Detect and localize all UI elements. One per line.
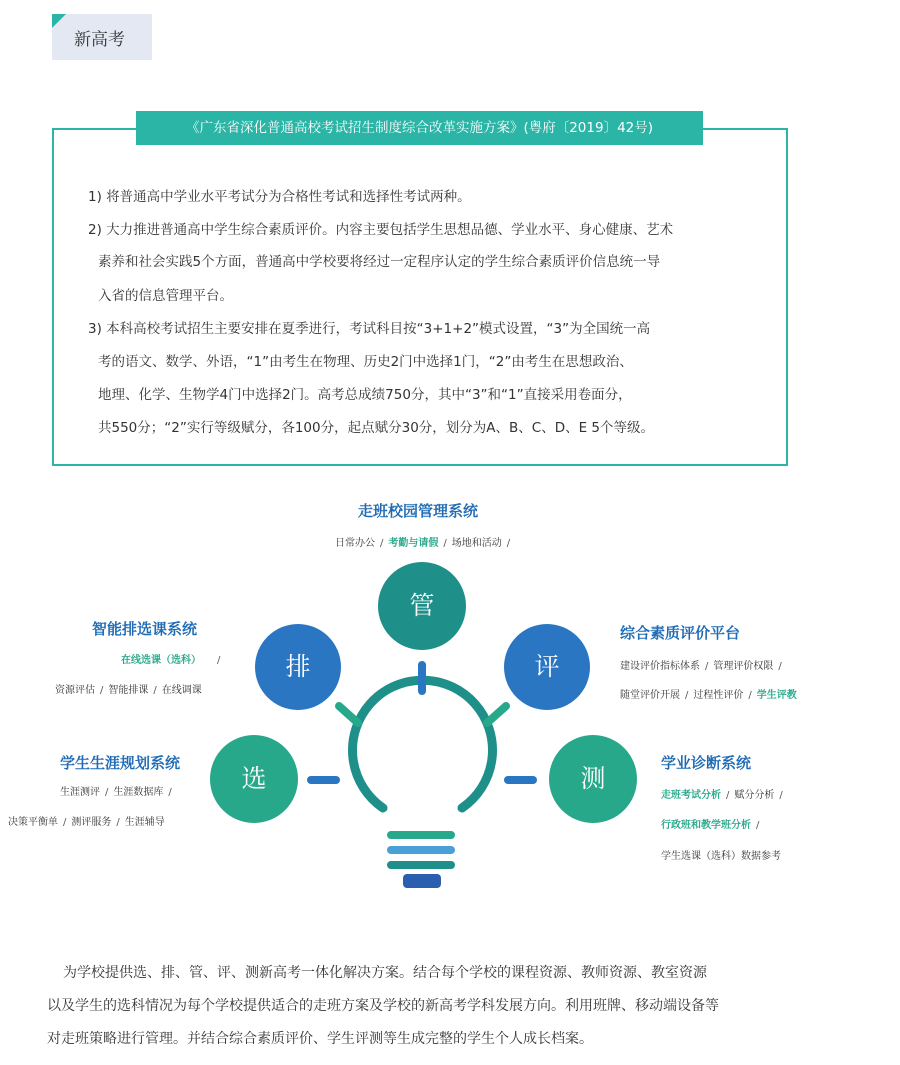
- scheduling-item-highlight: 在线选课（选科）: [121, 655, 201, 666]
- scheduling-item: 智能排课: [108, 685, 149, 696]
- evaluation-item: 随堂评价开展: [620, 690, 680, 701]
- policy-line-3: 素养和社会实践5个方面，普通高中学校要将经过一定程序认定的学生综合素质评价信息统一导: [98, 254, 661, 270]
- summary-line-3: 对走班策略进行管理。并结合综合素质评价、学生评测等生成完整的学生个人成长档案。: [47, 1031, 593, 1047]
- policy-line-2: 2) 大力推进普通高中学生综合素质评价。内容主要包括学生思想品德、学业水平、身心健康、艺术: [88, 222, 674, 238]
- scheduling-item: 在线调课: [161, 685, 202, 696]
- lightbulb-outline: [352, 680, 492, 808]
- policy-line-5: 3) 本科高校考试招生主要安排在夏季进行，考试科目按“3+1+2”模式设置，“3”为全国统一高: [88, 321, 651, 337]
- management-item: 日常办公: [335, 538, 375, 549]
- bulb-base-bottom: [403, 874, 441, 888]
- career-item: 生涯数据库: [113, 787, 164, 798]
- diagnosis-item: 赋分分析: [734, 790, 775, 801]
- scheduling-system-title: 智能排选课系统: [92, 620, 198, 638]
- circle-manage: 管: [378, 562, 466, 650]
- career-item: 生涯测评: [60, 787, 100, 798]
- policy-line-4: 入省的信息管理平台。: [98, 288, 233, 304]
- circle-select: 选: [210, 735, 298, 823]
- diagnosis-item: 学生选课（选科）数据参考: [661, 851, 781, 862]
- evaluation-item: 过程性评价: [693, 690, 744, 701]
- evaluation-item-highlight: 学生评教: [756, 690, 797, 701]
- management-item: 场地和活动: [451, 538, 502, 549]
- evaluation-item: 管理评价权限: [713, 661, 774, 672]
- bulb-base-bar-1: [387, 831, 455, 839]
- policy-line-6: 考的语文、数学、外语，“1”由考生在物理、历史2门中选择1门，“2”由考生在思想政治、: [98, 354, 633, 370]
- management-items: 日常办公 / 考勤与请假 / 场地和活动 /: [335, 538, 511, 549]
- bulb-base-bar-3: [387, 861, 455, 869]
- policy-title: 《广东省深化普通高校考试招生制度综合改革实施方案》(粤府〔2019〕42号): [136, 111, 703, 145]
- career-system-title: 学生生涯规划系统: [60, 754, 181, 772]
- scheduling-row-2: 资源评估 / 智能排课 / 在线调课: [55, 685, 202, 696]
- diagnosis-row-3: [661, 847, 781, 862]
- ray-upper-right: [487, 706, 506, 723]
- section-tag-label: 新高考: [74, 30, 125, 50]
- evaluation-item: 建设评价指标体系: [620, 661, 700, 672]
- career-row-2: 决策平衡单 / 测评服务 / 生涯辅导: [8, 817, 165, 828]
- career-item: 生涯辅导: [124, 817, 165, 828]
- diagnosis-row-1: 走班考试分析 / 赋分分析 /: [661, 790, 783, 801]
- circle-test: 测: [549, 735, 637, 823]
- scheduling-row-1: 在线选课（选科） /: [121, 655, 221, 666]
- ray-upper-left: [339, 706, 358, 723]
- management-system-title: 走班校园管理系统: [358, 502, 479, 520]
- evaluation-row-1: 建设评价指标体系 / 管理评价权限 /: [620, 661, 782, 672]
- diagnosis-item-highlight: 走班考试分析: [661, 790, 721, 801]
- career-item: 测评服务: [71, 817, 112, 828]
- summary-line-1: 为学校提供选、排、管、评、测新高考一体化解决方案。结合每个学校的课程资源、教师资源、教室资源: [63, 965, 707, 981]
- policy-line-1: 1) 将普通高中学业水平考试分为合格性考试和选择性考试两种。: [88, 189, 471, 205]
- policy-line-7: 地理、化学、生物学4门中选择2门。高考总成绩750分，其中“3”和“1”直接采用卷面分，: [98, 387, 632, 403]
- summary-line-2: 以及学生的选科情况为每个学校提供适合的走班方案及学校的新高考学科发展方向。利用班牌、移动端设备等: [47, 998, 719, 1014]
- scheduling-item: 资源评估: [55, 685, 95, 696]
- diagnosis-system-title: 学业诊断系统: [661, 754, 752, 772]
- circle-schedule: 排: [255, 624, 341, 710]
- diagnosis-row-2: 行政班和教学班分析 /: [661, 820, 760, 831]
- diagnosis-item-highlight: 行政班和教学班分析: [661, 820, 751, 831]
- evaluation-platform-title: 综合素质评价平台: [620, 624, 741, 642]
- career-row-1: 生涯测评 / 生涯数据库 /: [60, 787, 172, 798]
- bulb-base-bar-2: [387, 846, 455, 854]
- circle-evaluate: 评: [504, 624, 590, 710]
- management-item-highlight: 考勤与请假: [388, 538, 439, 549]
- policy-line-8: 共550分；“2”实行等级赋分，各100分，起点赋分30分，划分为A、B、C、D、E 5个等级。: [98, 420, 655, 436]
- evaluation-row-2: 随堂评价开展 / 过程性评价 / 学生评教: [620, 690, 797, 701]
- career-item: 决策平衡单: [8, 817, 58, 828]
